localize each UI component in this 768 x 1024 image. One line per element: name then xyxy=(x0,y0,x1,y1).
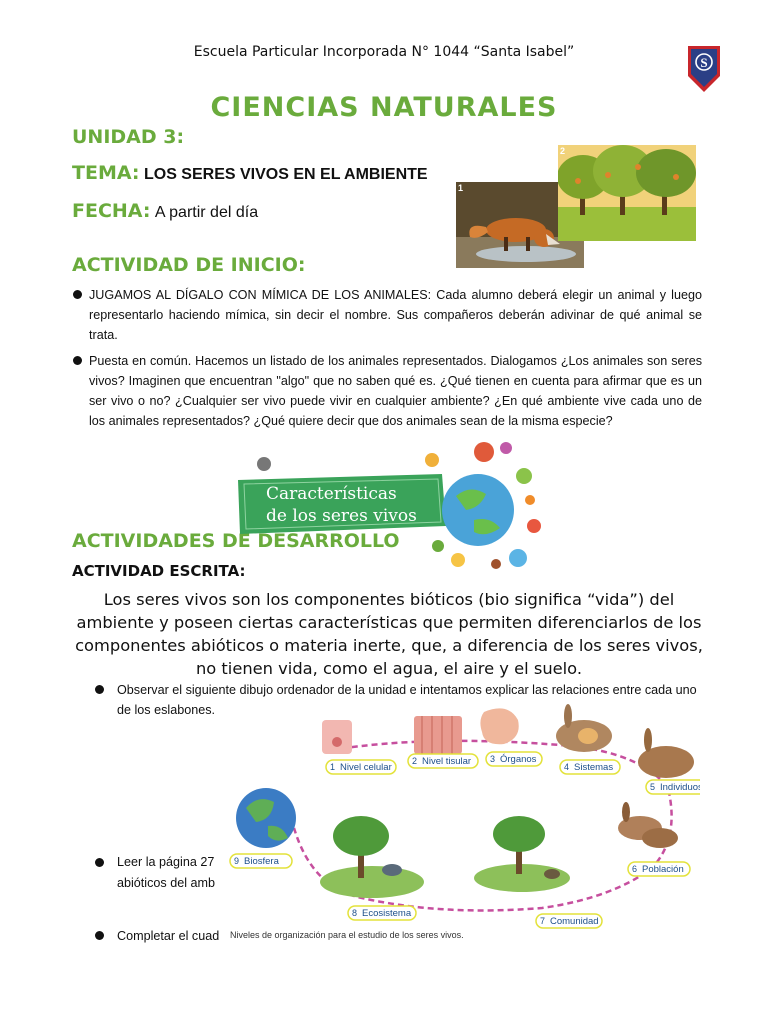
inicio-bullet-2: Puesta en común. Hacemos un listado de los animales representados. Dialogamos ¿Los animales son seres vivos? Imaginen que encuentran "algo" que no saben qué es. ¿Qué tienen en cuenta para afirmar que es un ser vivo o no? ¿Cualquier ser vivo puede vivir en cualquier ambiente? ¿En qué ambiente vive cada uno de los animales representados? ¿Qué quiere decir que dos animales sean de la misma especie? xyxy=(89,354,702,428)
photo-number: 1 xyxy=(458,183,464,193)
svg-text:9: 9 xyxy=(234,856,240,866)
intro-paragraph: Los seres vivos son los componentes bióticos (bio significa “vida”) del ambiente y poseen ciertas características que permiten diferenciarlos de los componentes abióticos o materia inerte, que, a diferencia de los seres vivos, no tienen vida, como el agua, el aire y el suelo. xyxy=(75,590,703,678)
fecha-label: FECHA: xyxy=(72,200,151,222)
svg-text:7: 7 xyxy=(540,916,546,926)
organ-illustration xyxy=(480,708,518,744)
svg-text:Comunidad: Comunidad xyxy=(550,916,599,927)
fecha-value: A partir del día xyxy=(154,204,259,221)
bullet-dot xyxy=(73,290,82,299)
school-name: Escuela Particular Incorporada N° 1044 “Santa Isabel” xyxy=(193,44,575,60)
svg-text:Ecosistema: Ecosistema xyxy=(362,908,412,919)
banner-title-line2: de los seres vivos xyxy=(266,506,417,526)
fecha-row xyxy=(72,200,258,222)
svg-text:Nivel tisular: Nivel tisular xyxy=(422,756,472,767)
level-label-9 xyxy=(230,854,292,868)
tema-row xyxy=(72,162,428,184)
actividad-escrita-label: ACTIVIDAD ESCRITA: xyxy=(72,562,246,580)
svg-text:5: 5 xyxy=(650,782,656,792)
cell-illustration xyxy=(322,720,352,754)
level-label-8 xyxy=(348,906,416,920)
banner-title-line1: Características xyxy=(266,484,397,504)
svg-text:8: 8 xyxy=(352,908,358,918)
level-label-2 xyxy=(408,754,478,768)
svg-text:Biosfera: Biosfera xyxy=(244,856,279,867)
desarrollo-bullet-1: Observar el siguiente dibujo ordenador de la unidad e intentamos explicar las relaciones entre cada uno de los eslabones. xyxy=(117,683,697,717)
diagram-caption: Niveles de organización para el estudio de los seres vivos. xyxy=(230,930,464,940)
unidad-label: UNIDAD 3: xyxy=(72,126,185,148)
level-label-4 xyxy=(560,760,620,774)
bullet-dot xyxy=(95,685,104,694)
svg-text:Individuos: Individuos xyxy=(660,782,700,793)
tema-label: TEMA: xyxy=(72,162,140,184)
photo-orchard xyxy=(558,145,696,241)
svg-text:Órganos: Órganos xyxy=(500,754,537,765)
inicio-heading: ACTIVIDAD DE INICIO: xyxy=(72,254,306,276)
svg-text:3: 3 xyxy=(490,754,496,764)
level-label-7 xyxy=(536,914,602,928)
level-label-1 xyxy=(326,760,396,774)
page-title: CIENCIAS NATURALES xyxy=(210,92,558,123)
svg-text:Nivel celular: Nivel celular xyxy=(340,762,392,773)
level-label-6 xyxy=(628,862,690,876)
svg-text:S: S xyxy=(700,55,708,70)
bullet-dot xyxy=(95,931,104,940)
caracteristicas-banner xyxy=(234,434,552,580)
photo-number: 2 xyxy=(560,146,566,156)
bullet-dot xyxy=(95,858,104,867)
desarrollo-heading: ACTIVIDADES DE DESARROLLO xyxy=(72,530,400,552)
svg-text:6: 6 xyxy=(632,864,638,874)
level-label-3 xyxy=(486,752,542,766)
tissue-illustration xyxy=(414,716,462,754)
levels-diagram xyxy=(222,698,700,946)
bullet-dot xyxy=(73,356,82,365)
inicio-bullet-1: JUGAMOS AL DÍGALO CON MÍMICA DE LOS ANIMALES: Cada alumno deberá elegir un animal y luego representarlo haciendo mímica, sin decir el nombre. Sus compañeros deberán adivinar de qué animal se trata. xyxy=(89,288,702,342)
globe-illustration xyxy=(236,788,296,848)
school-crest-logo xyxy=(686,44,722,94)
desarrollo-bullet-2: Leer la página 27 xyxy=(117,855,215,869)
svg-text:4: 4 xyxy=(564,762,570,772)
svg-text:2: 2 xyxy=(412,756,418,766)
svg-text:1: 1 xyxy=(330,762,336,772)
svg-text:Sistemas: Sistemas xyxy=(574,762,614,773)
level-label-5 xyxy=(646,780,700,794)
desarrollo-bullet-2-cont: abióticos del amb xyxy=(117,876,216,890)
tema-value: LOS SERES VIVOS EN EL AMBIENTE xyxy=(143,166,428,183)
svg-text:Población: Población xyxy=(642,864,684,875)
desarrollo-bullet-3: Completar el cuad xyxy=(117,929,220,943)
